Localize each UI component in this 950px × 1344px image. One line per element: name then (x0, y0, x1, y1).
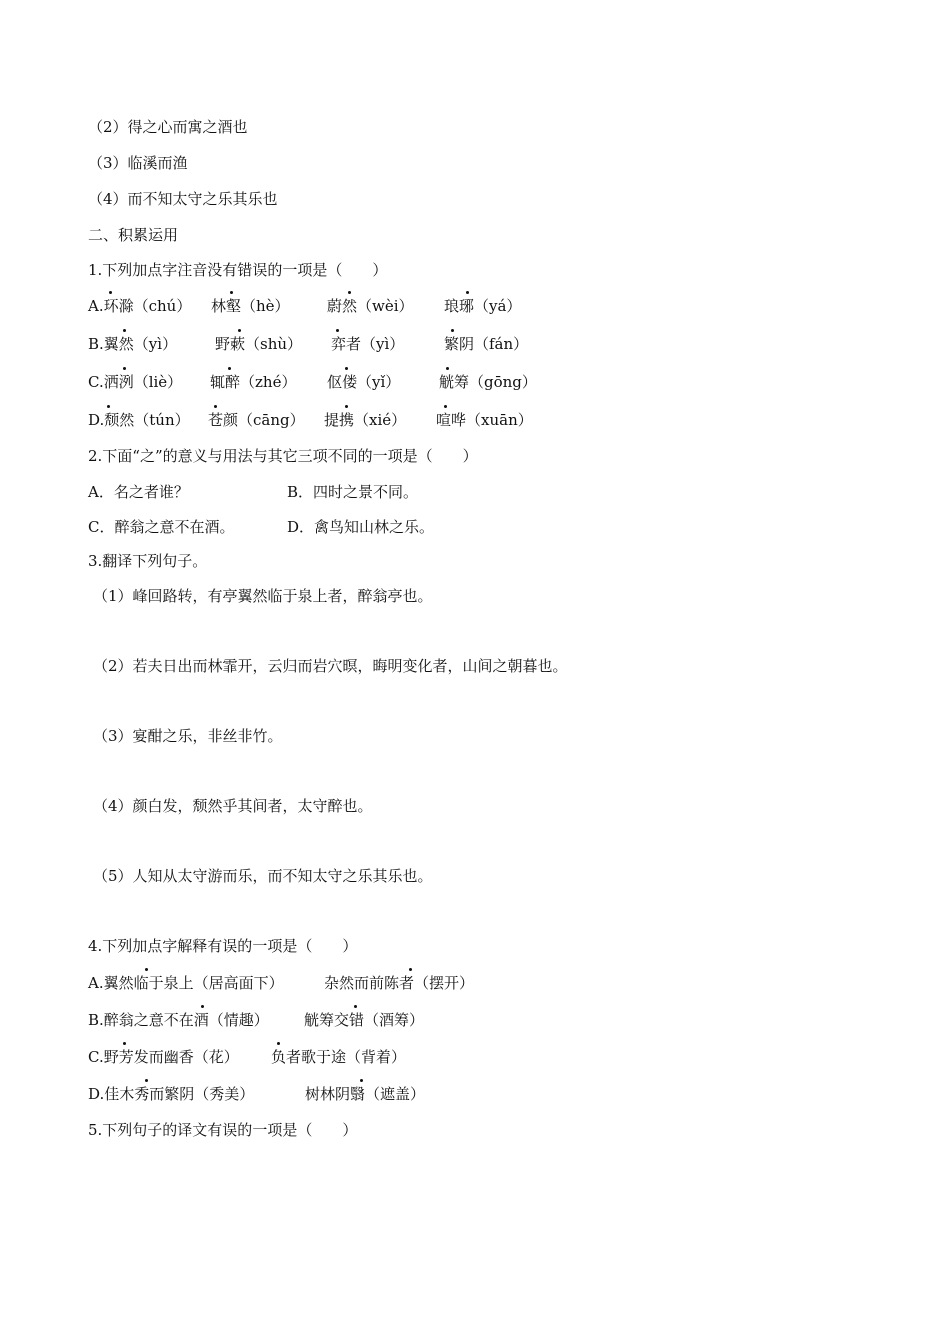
emphasis-dot (107, 405, 110, 408)
option-cell: 提携（xié） (324, 411, 407, 429)
emphasis-dot (145, 1079, 148, 1082)
sentence-item: （2）得之心而寓之酒也 (88, 118, 248, 136)
sentence-item: （3）临溪而渔 (88, 154, 188, 172)
emphasis-dot (109, 291, 112, 294)
question-stem: 2.下面“之”的意义与用法与其它三项不同的一项是（ ） (88, 447, 478, 465)
emphasis-dot (336, 329, 339, 332)
emphasis-dot (466, 291, 469, 294)
option-cell: C.野芳发而幽香（花） (88, 1048, 239, 1066)
emphasis-dot (451, 329, 454, 332)
question-stem: 3.翻译下列句子。 (88, 552, 208, 570)
option-cell: 野蔌（shù） (215, 335, 303, 353)
emphasis-dot (123, 1042, 126, 1045)
option-cell: 林壑（hè） (211, 297, 290, 315)
emphasis-dot (409, 968, 412, 971)
option-cell: 弈者（yì） (331, 335, 405, 353)
translation-item: （3）宴酣之乐，非丝非竹。 (93, 727, 283, 745)
emphasis-dot (444, 405, 447, 408)
emphasis-dot (238, 329, 241, 332)
emphasis-dot (201, 1005, 204, 1008)
option-cell: 蔚然（wèi） (327, 297, 414, 315)
emphasis-dot (345, 405, 348, 408)
emphasis-dot (145, 968, 148, 971)
option-cell: 苍颜（cāng） (208, 411, 305, 429)
option-cell: B.醉翁之意不在酒（情趣） (88, 1011, 269, 1029)
emphasis-dot (277, 1042, 280, 1045)
option-cell: D.佳木秀而繁阴（秀美） (88, 1085, 255, 1103)
option-cell: 喧哗（xuān） (436, 411, 533, 429)
translation-item: （1）峰回路转，有亭翼然临于泉上者，醉翁亭也。 (93, 587, 433, 605)
option-cell: C.洒洌（liè） (88, 373, 183, 391)
option-cell: 琅琊（yá） (444, 297, 522, 315)
emphasis-dot (230, 291, 233, 294)
option-cell: D．禽鸟知山林之乐。 (287, 518, 435, 536)
option-cell: D.颓然（tún） (88, 411, 190, 429)
option-cell: 杂然而前陈者（摆开） (324, 974, 475, 992)
option-cell: 觥筹（gōng） (439, 373, 537, 391)
option-cell: 负者歌于途（背着） (271, 1048, 407, 1066)
translation-item: （5）人知从太守游而乐，而不知太守之乐其乐也。 (93, 867, 433, 885)
option-cell: 树林阴翳（遮盖） (305, 1085, 426, 1103)
question-stem: 5.下列句子的译文有误的一项是（ ） (88, 1121, 358, 1139)
emphasis-dot (123, 329, 126, 332)
option-cell: A.翼然临于泉上（居高面下） (88, 974, 284, 992)
question-stem: 4.下列加点字解释有误的一项是（ ） (88, 937, 358, 955)
emphasis-dot (446, 367, 449, 370)
section-title: 二、积累运用 (88, 226, 179, 244)
option-cell: 伛偻（yǐ） (327, 373, 401, 391)
option-cell: B．四时之景不同。 (287, 483, 419, 501)
emphasis-dot (214, 405, 217, 408)
emphasis-dot (348, 291, 351, 294)
translation-item: （2）若夫日出而林霏开，云归而岩穴暝，晦明变化者，山间之朝暮也。 (93, 657, 568, 675)
option-cell: 辄醉（zhé） (210, 373, 297, 391)
emphasis-dot (345, 367, 348, 370)
sentence-item: （4）而不知太守之乐其乐也 (88, 190, 278, 208)
question-stem: 1.下列加点字注音没有错误的一项是（ ） (88, 261, 388, 279)
emphasis-dot (123, 367, 126, 370)
option-cell: A．名之者谁？ (88, 483, 189, 501)
option-cell: 觥筹交错（酒筹） (304, 1011, 425, 1029)
option-cell: C．醉翁之意不在酒。 (88, 518, 235, 536)
emphasis-dot (360, 1079, 363, 1082)
option-cell: 繁阴（fán） (444, 335, 529, 353)
option-cell: B.翼然（yì） (88, 335, 178, 353)
option-cell: A.环滁（chú） (88, 297, 192, 315)
emphasis-dot (228, 367, 231, 370)
emphasis-dot (354, 1005, 357, 1008)
translation-item: （4）颜白发，颓然乎其间者，太守醉也。 (93, 797, 373, 815)
